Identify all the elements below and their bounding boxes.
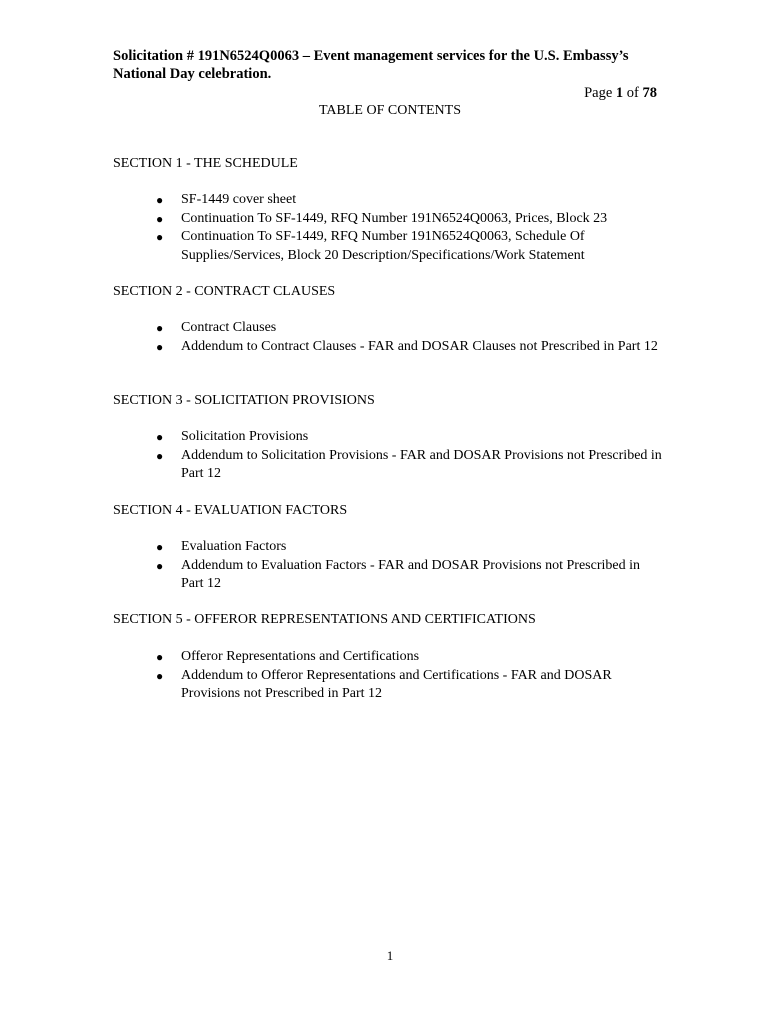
list-item-text: Continuation To SF-1449, RFQ Number 191N6524Q0063, Schedule Of Supplies/Services, Block 20 Description/Specifications/Work Statement [181, 229, 585, 263]
section-5-list [156, 648, 666, 704]
section-heading-2: SECTION 2 - CONTRACT CLAUSES [113, 284, 336, 299]
list-item [156, 319, 666, 338]
section-4-list [156, 538, 666, 594]
toc-title: TABLE OF CONTENTS [319, 103, 461, 118]
bullet-icon: ● [156, 193, 164, 207]
page-indicator [584, 84, 657, 102]
bullet-icon: ● [156, 321, 164, 335]
list-item [156, 210, 666, 229]
section-2-list [156, 319, 666, 356]
bullet-icon: ● [156, 430, 164, 444]
bullet-icon: ● [156, 650, 164, 664]
list-item-text: Evaluation Factors [181, 539, 287, 554]
page-mid: of [623, 85, 643, 101]
list-item-text: Addendum to Offeror Representations and Certifications - FAR and DOSAR Provisions not Prescribed in Part 12 [181, 667, 612, 701]
list-item [156, 338, 666, 357]
list-item-text: Solicitation Provisions [181, 429, 309, 444]
list-item [156, 228, 666, 265]
footer-page-number: 1 [386, 948, 394, 963]
bullet-icon: ● [156, 558, 164, 573]
list-item [156, 557, 666, 594]
bullet-icon: ● [156, 211, 164, 226]
list-item [156, 447, 666, 484]
list-item-text: Addendum to Contract Clauses - FAR and DOSAR Clauses not Prescribed in Part 12 [181, 338, 658, 354]
section-heading-1: SECTION 1 - THE SCHEDULE [113, 156, 298, 171]
list-item [156, 648, 666, 667]
bullet-icon: ● [156, 668, 164, 683]
list-item-text: Offeror Representations and Certifications [181, 649, 420, 664]
list-item-text: SF-1449 cover sheet [181, 192, 297, 207]
section-heading-4: SECTION 4 - EVALUATION FACTORS [113, 503, 348, 518]
list-item-text: Contract Clauses [181, 320, 277, 335]
bullet-icon: ● [156, 339, 164, 354]
page-total: 78 [642, 85, 657, 101]
section-3-list [156, 428, 666, 484]
page-prefix: Page [584, 85, 616, 101]
page-current: 1 [615, 85, 624, 101]
bullet-icon: ● [156, 230, 164, 244]
list-item-text: Addendum to Solicitation Provisions - FAR and DOSAR Provisions not Prescribed in Part 12 [181, 447, 662, 481]
section-1-list [156, 191, 666, 265]
solicitation-title: Solicitation # 191N6524Q0063 – Event management services for the U.S. Embassy’s National Day celebration. [113, 48, 629, 82]
list-item-text: Addendum to Evaluation Factors - FAR and DOSAR Provisions not Prescribed in Part 12 [181, 557, 640, 591]
section-heading-3: SECTION 3 - SOLICITATION PROVISIONS [113, 393, 375, 408]
list-item [156, 667, 666, 704]
list-item-text: Continuation To SF-1449, RFQ Number 191N6524Q0063, Prices, Block 23 [181, 210, 608, 226]
list-item [156, 538, 666, 557]
bullet-icon: ● [156, 448, 164, 463]
section-heading-5: SECTION 5 - OFFEROR REPRESENTATIONS AND CERTIFICATIONS [113, 612, 536, 627]
bullet-icon: ● [156, 540, 164, 554]
list-item [156, 191, 666, 210]
list-item [156, 428, 666, 447]
